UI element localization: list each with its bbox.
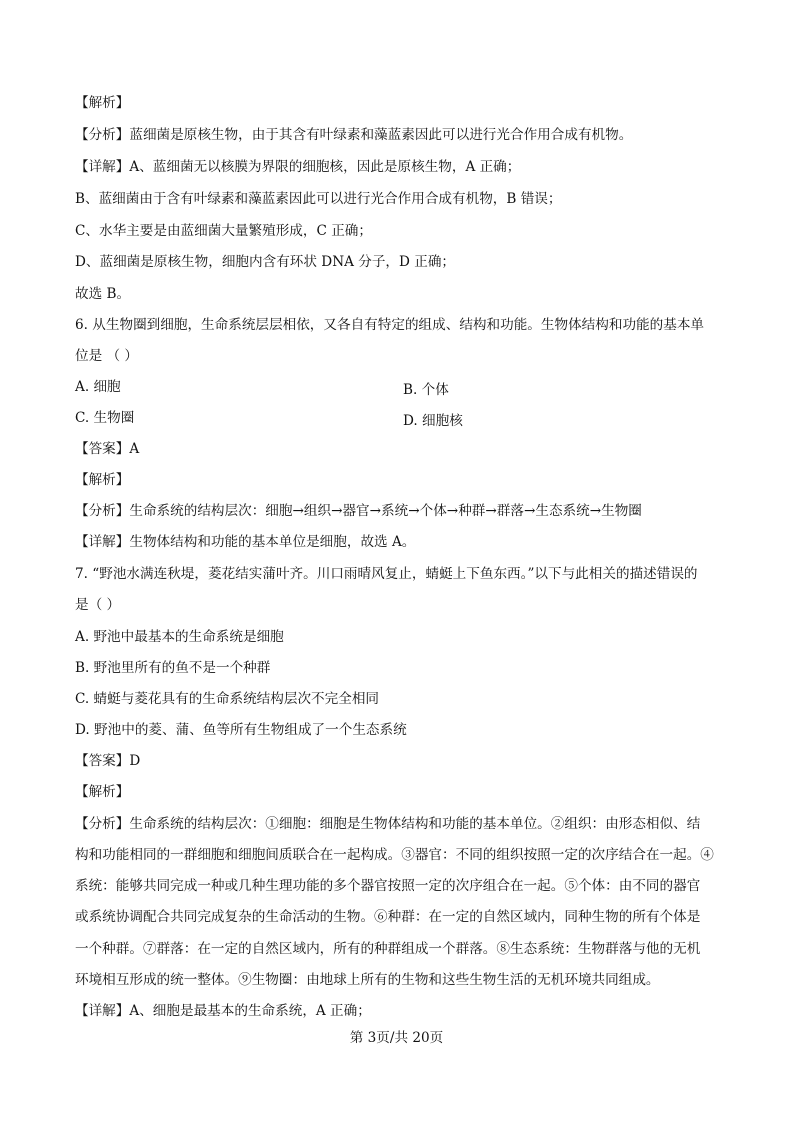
text-line: 【答案】D: [75, 753, 141, 769]
q6-option-a: A. 细胞: [75, 379, 121, 395]
text-line: 【解析】: [75, 472, 130, 488]
q6-option-c: C. 生物圈: [75, 410, 135, 426]
text-line: 环境相互形成的统一整体。⑨生物圈：由地球上所有的生物和这些生物生活的无机环境共同组成。: [75, 972, 660, 988]
text-line: 构和功能相同的一群细胞和细胞间质联合在一起构成。③器官：不同的组织按照一定的次序结合在一起。④: [75, 847, 714, 863]
question-6-stem-cont: 位是 （ ）: [75, 348, 139, 364]
text-line: 【详解】生物体结构和功能的基本单位是细胞，故选 A。: [75, 534, 416, 550]
text-line: 系统：能够共同完成一种或几种生理功能的多个器官按照一定的次序组合在一起。⑤个体：由不同的器官: [75, 878, 701, 894]
q7-option-b: B. 野池里所有的鱼不是一个种群: [75, 660, 271, 676]
text-line: 【解析】: [75, 784, 130, 800]
question-6-stem: 6. 从生物圈到细胞，生命系统层层相依，又各自有特定的组成、结构和功能。生物体结构和功能的基本单: [75, 317, 705, 333]
text-line: C、水华主要是由蓝细菌大量繁殖形成，C 正确；: [75, 223, 372, 239]
text-line: 【答案】A: [75, 441, 140, 457]
question-7-stem: 7. “野池水满连秋堤，菱花结实蒲叶齐。川口雨晴风复止，蜻蜓上下鱼东西。”以下与此相关的描述错误的: [75, 566, 698, 582]
text-line: 或系统协调配合共同完成复杂的生命活动的生物。⑥种群：在一定的自然区域内，同种生物的所有个体是: [75, 909, 701, 925]
text-line: 【解析】: [75, 95, 130, 111]
text-line: B、蓝细菌由于含有叶绿素和藻蓝素因此可以进行光合作用合成有机物，B 错误；: [75, 191, 562, 207]
q7-option-c: C. 蜻蜓与菱花具有的生命系统结构层次不完全相同: [75, 691, 380, 707]
question-7-stem-cont: 是（ ）: [75, 597, 121, 613]
q6-option-d: D. 细胞核: [403, 413, 463, 429]
q7-option-a: A. 野池中最基本的生命系统是细胞: [75, 629, 284, 645]
q6-option-b: B. 个体: [403, 382, 449, 398]
text-line: 【分析】蓝细菌是原核生物，由于其含有叶绿素和藻蓝素因此可以进行光合作用合成有机物。: [75, 127, 633, 143]
text-line: 【分析】生命系统的结构层次：①细胞：细胞是生物体结构和功能的基本单位。②组织：由形态相似、结: [75, 816, 701, 832]
text-line: 【详解】A、细胞是最基本的生命系统，A 正确；: [75, 1003, 371, 1019]
text-line: D、蓝细菌是原核生物，细胞内含有环状 DNA 分子，D 正确；: [75, 254, 456, 270]
text-line: 一个种群。⑦群落：在一定的自然区域内，所有的种群组成一个群落。⑧生态系统：生物群落与他的无机: [75, 941, 701, 957]
text-line: 【详解】A、蓝细菌无以核膜为界限的细胞核，因此是原核生物，A 正确；: [75, 159, 521, 175]
page-footer: 第 3页/共 20页: [349, 1030, 444, 1046]
text-line: 【分析】生命系统的结构层次：细胞→组织→器官→系统→个体→种群→群落→生态系统→生物圈: [75, 503, 642, 519]
q7-option-d: D. 野池中的菱、蒲、鱼等所有生物组成了一个生态系统: [75, 722, 407, 738]
text-line: 故选 B。: [75, 286, 131, 302]
